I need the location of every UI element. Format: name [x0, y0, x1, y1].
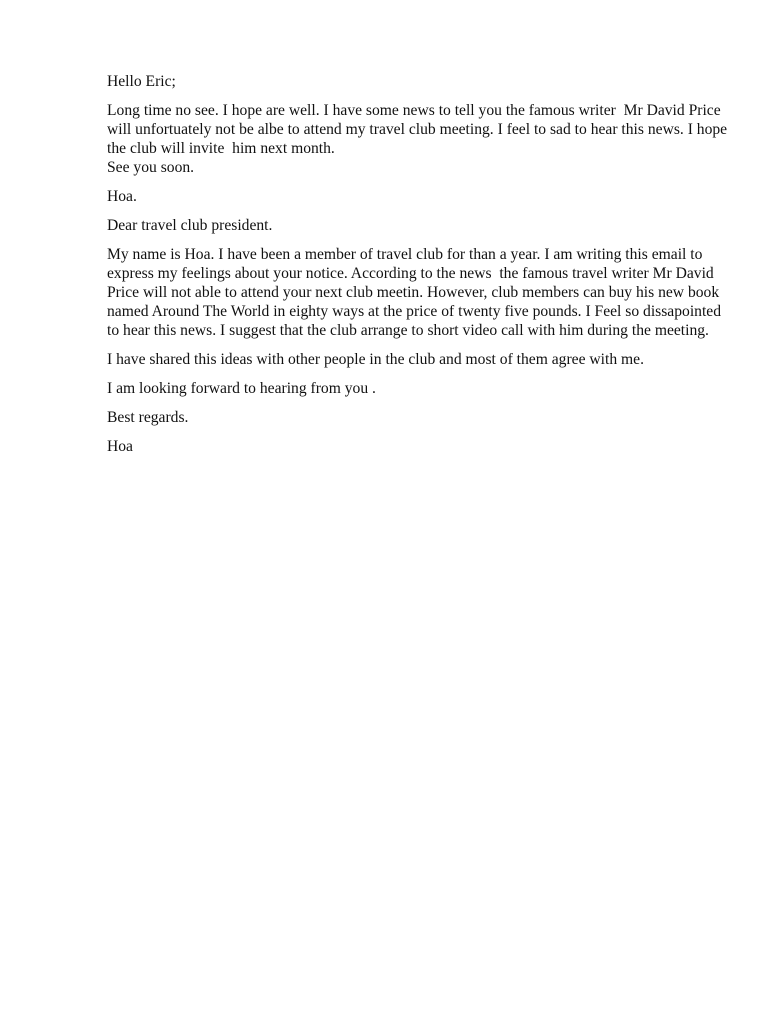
letter1-body: [107, 101, 728, 177]
letter1-body-line: Long time no see. I hope are well. I have some news to tell you the famous writer Mr David Price: [107, 102, 721, 119]
letter2-body-line: Price will not able to attend your next club meetin. However, club members can buy his new book: [107, 284, 720, 301]
letter1-body-line: See you soon.: [107, 159, 195, 176]
letter2-signature: Hoa: [107, 438, 133, 455]
letter2-body-line: My name is Hoa. I have been a member of travel club for than a year. I am writing this email to: [107, 246, 703, 263]
letter1-body-line: will unfortuately not be albe to attend my travel club meeting. I feel to sad to hear this news. I hope: [107, 121, 728, 138]
letter2-body: [107, 245, 722, 340]
letter2-body-line: to hear this news. I suggest that the club arrange to short video call with him during the meeting.: [107, 322, 709, 339]
document-content: [107, 72, 728, 466]
letter2-body-line: express my feelings about your notice. According to the news the famous travel writer Mr David: [107, 265, 714, 282]
letter2-greeting: Dear travel club president.: [107, 217, 273, 234]
letter1-signature: Hoa.: [107, 188, 137, 205]
letter2-sign-off: Best regards.: [107, 409, 189, 426]
letter1-greeting: Hello Eric;: [107, 73, 176, 90]
letter2-closing-line: I am looking forward to hearing from you .: [107, 380, 376, 397]
letter2-paragraph-2: I have shared this ideas with other people in the club and most of them agree with me.: [107, 351, 644, 368]
letter1-body-line: the club will invite him next month.: [107, 140, 335, 157]
letter2-body-line: named Around The World in eighty ways at the price of twenty five pounds. I Feel so dissapointed: [107, 303, 722, 320]
